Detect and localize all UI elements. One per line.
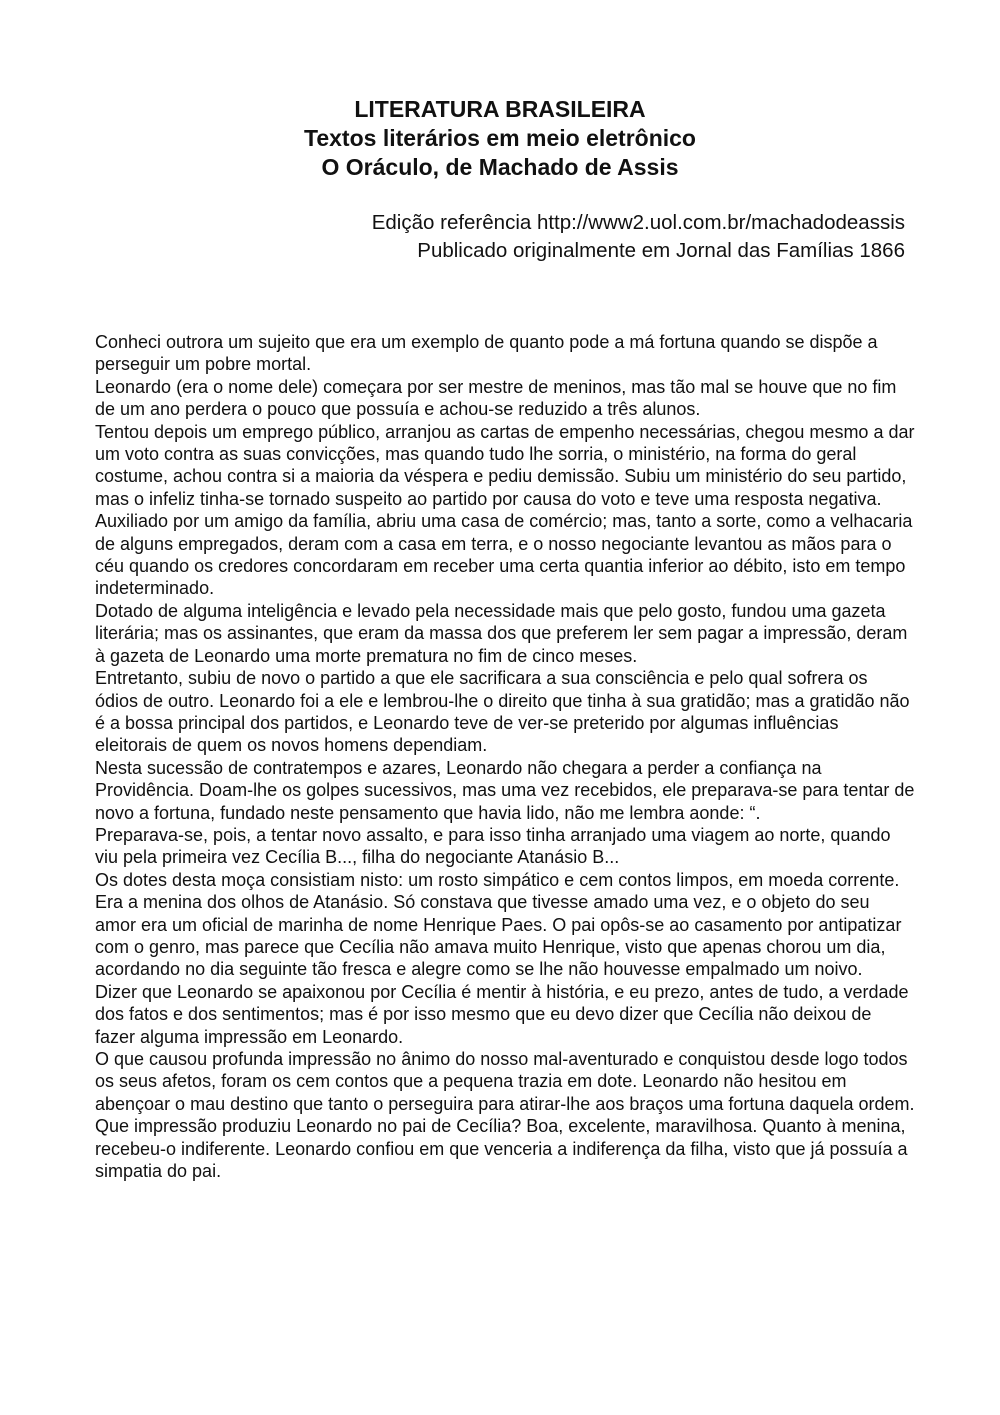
title-line-collection: LITERATURA BRASILEIRA [354, 96, 646, 122]
title-line-work: O Oráculo, de Machado de Assis [321, 154, 679, 180]
edition-reference: Edição referência http://www2.uol.com.br/machadodeassis [371, 211, 905, 234]
paragraph: O que causou profunda impressão no ânimo do nosso mal-aventurado e conquistou desde logo todos os seus afetos, foram os cem contos que a pequena trazia em dote. Leonardo não hesitou em abençoar o mau destino que tanto o perseguira para atirar-lhe aos braços uma fortuna daquela ordem. [95, 1049, 915, 1114]
paragraph: Dotado de alguma inteligência e levado pela necessidade mais que pelo gosto, fundou uma gazeta literária; mas os assinantes, que eram da massa dos que preferem ler sem pagar a impressão, deram à gazeta de Leonardo uma morte prematura no fim de cinco meses. [95, 600, 908, 666]
original-publication: Publicado originalmente em Jornal das Famílias 1866 [417, 239, 905, 262]
paragraph: Nesta sucessão de contratempos e azares, Leonardo não chegara a perder a confiança na Providência. Doam-lhe os golpes sucessivos, mas uma vez recebidos, ele preparava-se para tentar de novo a fortuna, fundado neste pensamento que havia lido, não me lembra aonde: “. [95, 757, 915, 823]
paragraph: Tentou depois um emprego público, arranjou as cartas de empenho necessárias, chegou mesmo a dar um voto contra as suas convicções, mas quando tudo lhe sorria, o ministério, na forma do geral costume, achou contra si a maioria da véspera e pediu demissão. Subiu um ministério do seu partido, mas o infeliz tinha-se tornado suspeito ao partido por causa do voto e teve uma resposta negativa. [95, 421, 915, 509]
document-title [0, 95, 1000, 182]
story-body [95, 331, 915, 1182]
paragraph: Entretanto, subiu de novo o partido a que ele sacrificara a sua consciência e pelo qual sofrera os ódios de outro. Leonardo foi a ele e lembrou-lhe o direito que tinha à sua gratidão; mas a gratidão não é a bossa principal dos partidos, e Leonardo teve de ver-se preterido por algumas influências eleitorais de quem os novos homens dependiam. [95, 668, 910, 756]
title-line-subtitle: Textos literários em meio eletrônico [304, 125, 696, 151]
paragraph: Auxiliado por um amigo da família, abriu uma casa de comércio; mas, tanto a sorte, como a velhacaria de alguns empregados, deram com a casa em terra, e o nosso negociante levantou as mãos para o céu quando os credores concordaram em receber uma certa quantia inferior ao débito, isto em tempo indeterminado. [95, 511, 913, 599]
paragraph: Que impressão produziu Leonardo no pai de Cecília? Boa, excelente, maravilhosa. Quanto à menina, recebeu-o indiferente. Leonardo confiou em que venceria a indiferença da filha, visto que já possuía a simpatia do pai. [95, 1116, 908, 1182]
paragraph: Leonardo (era o nome dele) começara por ser mestre de meninos, mas tão mal se houve que no fim de um ano perdera o pouco que possuía e achou-se reduzido a três alunos. [95, 376, 897, 420]
paragraph: Conheci outrora um sujeito que era um exemplo de quanto pode a má fortuna quando se dispõe a perseguir um pobre mortal. [95, 332, 878, 375]
edition-info [205, 209, 905, 265]
paragraph: Dizer que Leonardo se apaixonou por Cecília é mentir à história, e eu prezo, antes de tudo, a verdade dos fatos e dos sentimentos; mas é por isso mesmo que eu devo dizer que Cecília não deixou de fazer alguma impressão em Leonardo. [95, 981, 909, 1047]
paragraph: Preparava-se, pois, a tentar novo assalto, e para isso tinha arranjado uma viagem ao norte, quando viu pela primeira vez Cecília B..., filha do negociante Atanásio B... [95, 824, 891, 868]
paragraph: Os dotes desta moça consistiam nisto: um rosto simpático e cem contos limpos, em moeda corrente. Era a menina dos olhos de Atanásio. Só constava que tivesse amado uma vez, e o objeto do seu amor era um oficial de marinha de nome Henrique Paes. O pai opôs-se ao casamento por antipatizar com o genro, mas parece que Cecília não amava muito Henrique, visto que apenas chorou um dia, acordando no dia seguinte tão fresca e alegre como se lhe não houvesse empalmado um noivo. [95, 869, 902, 980]
